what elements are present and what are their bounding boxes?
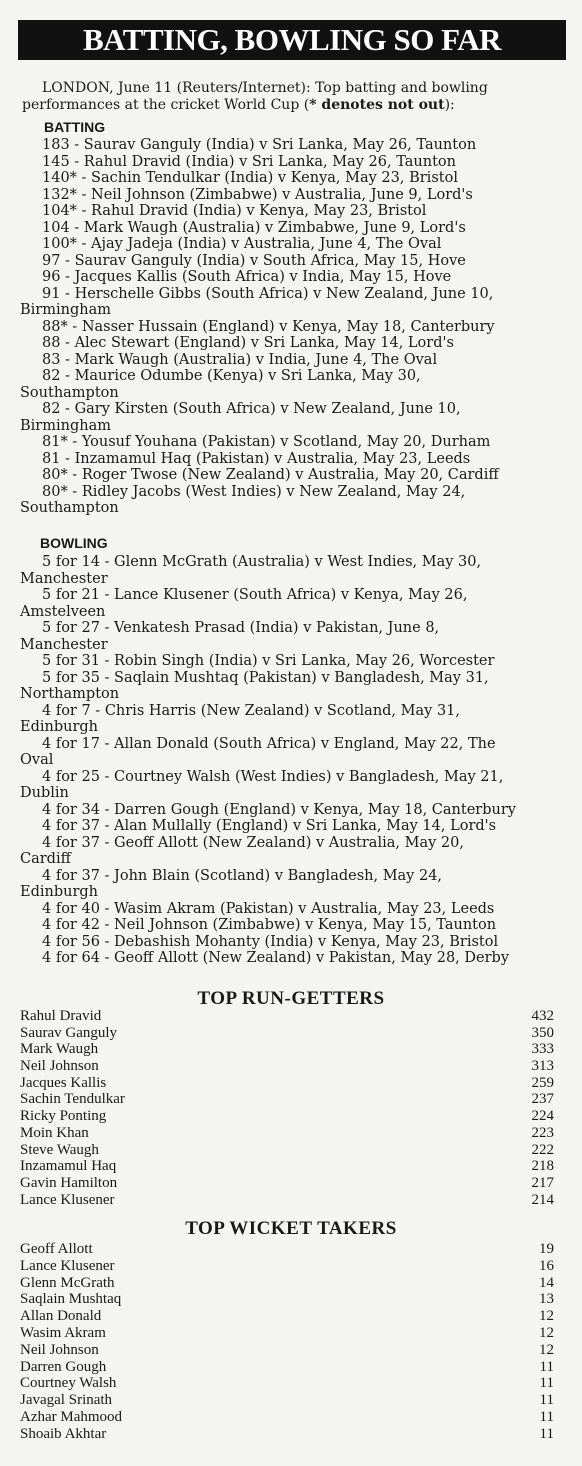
bowling-heading: BOWLING	[40, 535, 108, 551]
table-row	[20, 1091, 554, 1108]
intro-line-2-suffix: ):	[444, 97, 455, 113]
top-wicket-takers-table	[20, 1241, 554, 1443]
entry-line: 4 for 64 - Geoff Allott (New Zealand) v Pakistan, May 28, Derby	[42, 950, 510, 966]
entry-line: 4 for 40 - Wasim Akram (Pakistan) v Australia, May 23, Leeds	[42, 900, 495, 917]
list-item	[20, 269, 565, 286]
entry-line: 5 for 35 - Saqlain Mushtaq (Pakistan) v Bangladesh, May 31,	[42, 669, 489, 686]
player-total: 12	[539, 1308, 554, 1325]
entry-venue-continuation: Southampton	[20, 500, 119, 516]
list-item	[20, 401, 565, 434]
player-name: Moin Khan	[20, 1124, 89, 1141]
top-run-getters-table	[20, 1008, 554, 1208]
table-row	[20, 1375, 554, 1392]
player-total: 313	[531, 1058, 554, 1075]
player-total: 14	[539, 1274, 554, 1291]
intro-paragraph	[22, 80, 567, 114]
batting-list	[20, 137, 565, 517]
entry-venue-continuation: Birmingham	[20, 302, 111, 318]
player-total: 217	[531, 1174, 554, 1191]
intro-line-2-prefix: performances at the cricket World Cup (	[22, 97, 310, 113]
player-name: Allan Donald	[20, 1308, 102, 1325]
entry-line: 80* - Roger Twose (New Zealand) v Australia, May 20, Cardiff	[42, 467, 499, 483]
entry-line: 81 - Inzamamul Haq (Pakistan) v Australia, May 23, Leeds	[42, 450, 471, 467]
player-total: 11	[539, 1375, 554, 1392]
table-row	[20, 1392, 554, 1409]
table-row	[20, 1409, 554, 1426]
player-name: Javagal Srinath	[20, 1392, 113, 1409]
player-total: 12	[539, 1324, 554, 1341]
player-name: Lance Klusener	[20, 1191, 115, 1208]
entry-venue-continuation: Oval	[20, 752, 54, 768]
player-name: Geoff Allott	[20, 1241, 93, 1257]
player-total: 11	[539, 1408, 554, 1425]
player-total: 16	[539, 1257, 554, 1274]
entry-line: 83 - Mark Waugh (Australia) v India, June 4, The Oval	[42, 351, 438, 368]
entry-line: 81* - Yousuf Youhana (Pakistan) v Scotland, May 20, Durham	[42, 434, 491, 450]
player-total: 11	[539, 1392, 554, 1409]
table-row	[20, 1158, 554, 1175]
table-row	[20, 1025, 554, 1042]
player-total: 224	[531, 1108, 554, 1125]
entry-line: 88* - Nasser Hussain (England) v Kenya, May 18, Canterbury	[42, 318, 495, 335]
table-row	[20, 1359, 554, 1376]
list-item	[20, 769, 565, 802]
player-name: Neil Johnson	[20, 1341, 99, 1358]
list-item	[20, 137, 565, 154]
list-item	[20, 484, 565, 517]
entry-line: 183 - Saurav Ganguly (India) v Sri Lanka, May 26, Taunton	[42, 137, 477, 153]
list-item	[20, 587, 565, 620]
table-row	[20, 1075, 554, 1092]
entry-venue-continuation: Manchester	[20, 570, 108, 587]
table-row	[20, 1258, 554, 1275]
entry-line: 4 for 17 - Allan Donald (South Africa) v England, May 22, The	[42, 735, 496, 752]
table-row	[20, 1125, 554, 1142]
entry-line: 4 for 37 - Geoff Allott (New Zealand) v Australia, May 20,	[42, 834, 464, 851]
player-name: Wasim Akram	[20, 1324, 106, 1341]
table-row	[20, 1058, 554, 1075]
table-row	[20, 1275, 554, 1292]
player-total: 19	[539, 1241, 554, 1257]
list-item	[20, 554, 565, 587]
player-name: Darren Gough	[20, 1358, 107, 1375]
player-name: Courtney Walsh	[20, 1375, 117, 1392]
entry-venue-continuation: Edinburgh	[20, 719, 99, 735]
entry-venue-continuation: Birmingham	[20, 417, 111, 434]
entry-line: 88 - Alec Stewart (England) v Sri Lanka, May 14, Lord's	[42, 335, 454, 351]
entry-line: 4 for 37 - Alan Mullally (England) v Sri Lanka, May 14, Lord's	[42, 818, 497, 834]
player-total: 333	[531, 1041, 554, 1058]
table-row	[20, 1308, 554, 1325]
table-row	[20, 1325, 554, 1342]
entry-line: 82 - Gary Kirsten (South Africa) v New Zealand, June 10,	[42, 401, 461, 417]
list-item	[20, 335, 565, 352]
list-item	[20, 187, 565, 204]
page-title: BATTING, BOWLING SO FAR	[18, 20, 566, 60]
entry-line: 104* - Rahul Dravid (India) v Kenya, May 23, Bristol	[42, 203, 427, 219]
entry-venue-continuation: Manchester	[20, 636, 108, 653]
top-wicket-takers-heading: TOP WICKET TAKERS	[185, 1218, 397, 1239]
table-row	[20, 1175, 554, 1192]
player-total: 218	[531, 1158, 554, 1175]
table-row	[20, 1241, 554, 1258]
list-item	[20, 934, 565, 951]
player-total: 214	[531, 1191, 554, 1208]
player-name: Azhar Mahmood	[20, 1408, 123, 1425]
table-row	[20, 1108, 554, 1125]
entry-venue-continuation: Cardiff	[20, 851, 71, 867]
list-item	[20, 319, 565, 336]
table-row	[20, 1426, 554, 1443]
entry-venue-continuation: Edinburgh	[20, 884, 99, 900]
player-name: Sachin Tendulkar	[20, 1091, 125, 1108]
list-item	[20, 352, 565, 369]
player-total: 222	[531, 1141, 554, 1158]
list-item	[20, 901, 565, 918]
table-row	[20, 1142, 554, 1159]
player-name: Lance Klusener	[20, 1257, 115, 1274]
player-name: Rahul Dravid	[20, 1008, 102, 1024]
entry-line: 5 for 21 - Lance Klusener (South Africa) v Kenya, May 26,	[42, 587, 468, 603]
list-item	[20, 835, 565, 868]
player-total: 259	[531, 1074, 554, 1091]
list-item	[20, 203, 565, 220]
entry-venue-continuation: Amstelveen	[20, 603, 106, 620]
not-out-note: * denotes not out	[309, 97, 445, 113]
entry-line: 97 - Saurav Ganguly (India) v South Africa, May 15, Hove	[42, 252, 466, 269]
entry-venue-continuation: Southampton	[20, 384, 119, 401]
table-row	[20, 1192, 554, 1209]
bowling-list	[20, 554, 565, 967]
list-item	[20, 434, 565, 451]
top-run-getters-heading: TOP RUN-GETTERS	[197, 988, 385, 1009]
list-item	[20, 236, 565, 253]
entry-line: 4 for 56 - Debashish Mohanty (India) v Kenya, May 23, Bristol	[42, 933, 499, 950]
list-item	[20, 917, 565, 934]
player-total: 237	[531, 1091, 554, 1108]
list-item	[20, 802, 565, 819]
player-name: Shoaib Akhtar	[20, 1425, 107, 1442]
list-item	[20, 868, 565, 901]
entry-line: 96 - Jacques Kallis (South Africa) v India, May 15, Hove	[42, 269, 452, 285]
entry-venue-continuation: Dublin	[20, 785, 69, 801]
table-row	[20, 1041, 554, 1058]
player-total: 12	[539, 1341, 554, 1358]
entry-line: 5 for 14 - Glenn McGrath (Australia) v West Indies, May 30,	[42, 554, 482, 570]
player-name: Inzamamul Haq	[20, 1158, 117, 1175]
entry-line: 132* - Neil Johnson (Zimbabwe) v Australia, June 9, Lord's	[42, 186, 473, 203]
player-total: 223	[531, 1124, 554, 1141]
list-item	[20, 653, 565, 670]
player-name: Steve Waugh	[20, 1141, 99, 1158]
entry-line: 145 - Rahul Dravid (India) v Sri Lanka, May 26, Taunton	[42, 153, 456, 170]
player-name: Mark Waugh	[20, 1041, 99, 1058]
player-name: Ricky Ponting	[20, 1108, 107, 1125]
list-item	[20, 451, 565, 468]
intro-line-1: LONDON, June 11 (Reuters/Internet): Top batting and bowling	[42, 80, 488, 96]
player-total: 11	[539, 1425, 554, 1442]
entry-line: 4 for 34 - Darren Gough (England) v Kenya, May 18, Canterbury	[42, 801, 516, 818]
entry-line: 5 for 27 - Venkatesh Prasad (India) v Pakistan, June 8,	[42, 620, 440, 636]
player-name: Neil Johnson	[20, 1058, 99, 1075]
player-total: 13	[539, 1291, 554, 1308]
list-item	[20, 286, 565, 319]
list-item	[20, 670, 565, 703]
entry-line: 5 for 31 - Robin Singh (India) v Sri Lanka, May 26, Worcester	[42, 653, 495, 669]
intro-line-2	[22, 97, 567, 114]
list-item	[20, 467, 565, 484]
list-item	[20, 620, 565, 653]
entry-line: 4 for 7 - Chris Harris (New Zealand) v Scotland, May 31,	[42, 702, 461, 719]
list-item	[20, 170, 565, 187]
table-row	[20, 1342, 554, 1359]
list-item	[20, 253, 565, 270]
player-name: Gavin Hamilton	[20, 1174, 118, 1191]
entry-line: 100* - Ajay Jadeja (India) v Australia, June 4, The Oval	[42, 236, 442, 252]
list-item	[20, 736, 565, 769]
entry-line: 80* - Ridley Jacobs (West Indies) v New Zealand, May 24,	[42, 483, 466, 500]
list-item	[20, 154, 565, 171]
player-total: 432	[531, 1008, 554, 1024]
entry-line: 4 for 42 - Neil Johnson (Zimbabwe) v Kenya, May 15, Taunton	[42, 917, 497, 933]
player-total: 11	[539, 1358, 554, 1375]
player-total: 350	[531, 1024, 554, 1041]
table-row	[20, 1291, 554, 1308]
list-item	[20, 368, 565, 401]
entry-venue-continuation: Northampton	[20, 686, 120, 702]
player-name: Jacques Kallis	[20, 1074, 107, 1091]
entry-line: 82 - Maurice Odumbe (Kenya) v Sri Lanka, May 30,	[42, 368, 421, 384]
list-item	[20, 950, 565, 967]
table-row	[20, 1008, 554, 1025]
list-item	[20, 818, 565, 835]
entry-line: 140* - Sachin Tendulkar (India) v Kenya, May 23, Bristol	[42, 170, 458, 186]
player-name: Glenn McGrath	[20, 1274, 115, 1291]
list-item	[20, 703, 565, 736]
entry-line: 4 for 37 - John Blain (Scotland) v Bangladesh, May 24,	[42, 867, 443, 884]
list-item	[20, 220, 565, 237]
entry-line: 104 - Mark Waugh (Australia) v Zimbabwe, June 9, Lord's	[42, 219, 466, 236]
entry-line: 91 - Herschelle Gibbs (South Africa) v New Zealand, June 10,	[42, 285, 494, 302]
entry-line: 4 for 25 - Courtney Walsh (West Indies) v Bangladesh, May 21,	[42, 768, 504, 785]
player-name: Saurav Ganguly	[20, 1024, 118, 1041]
player-name: Saqlain Mushtaq	[20, 1291, 122, 1308]
batting-heading: BATTING	[44, 119, 106, 135]
